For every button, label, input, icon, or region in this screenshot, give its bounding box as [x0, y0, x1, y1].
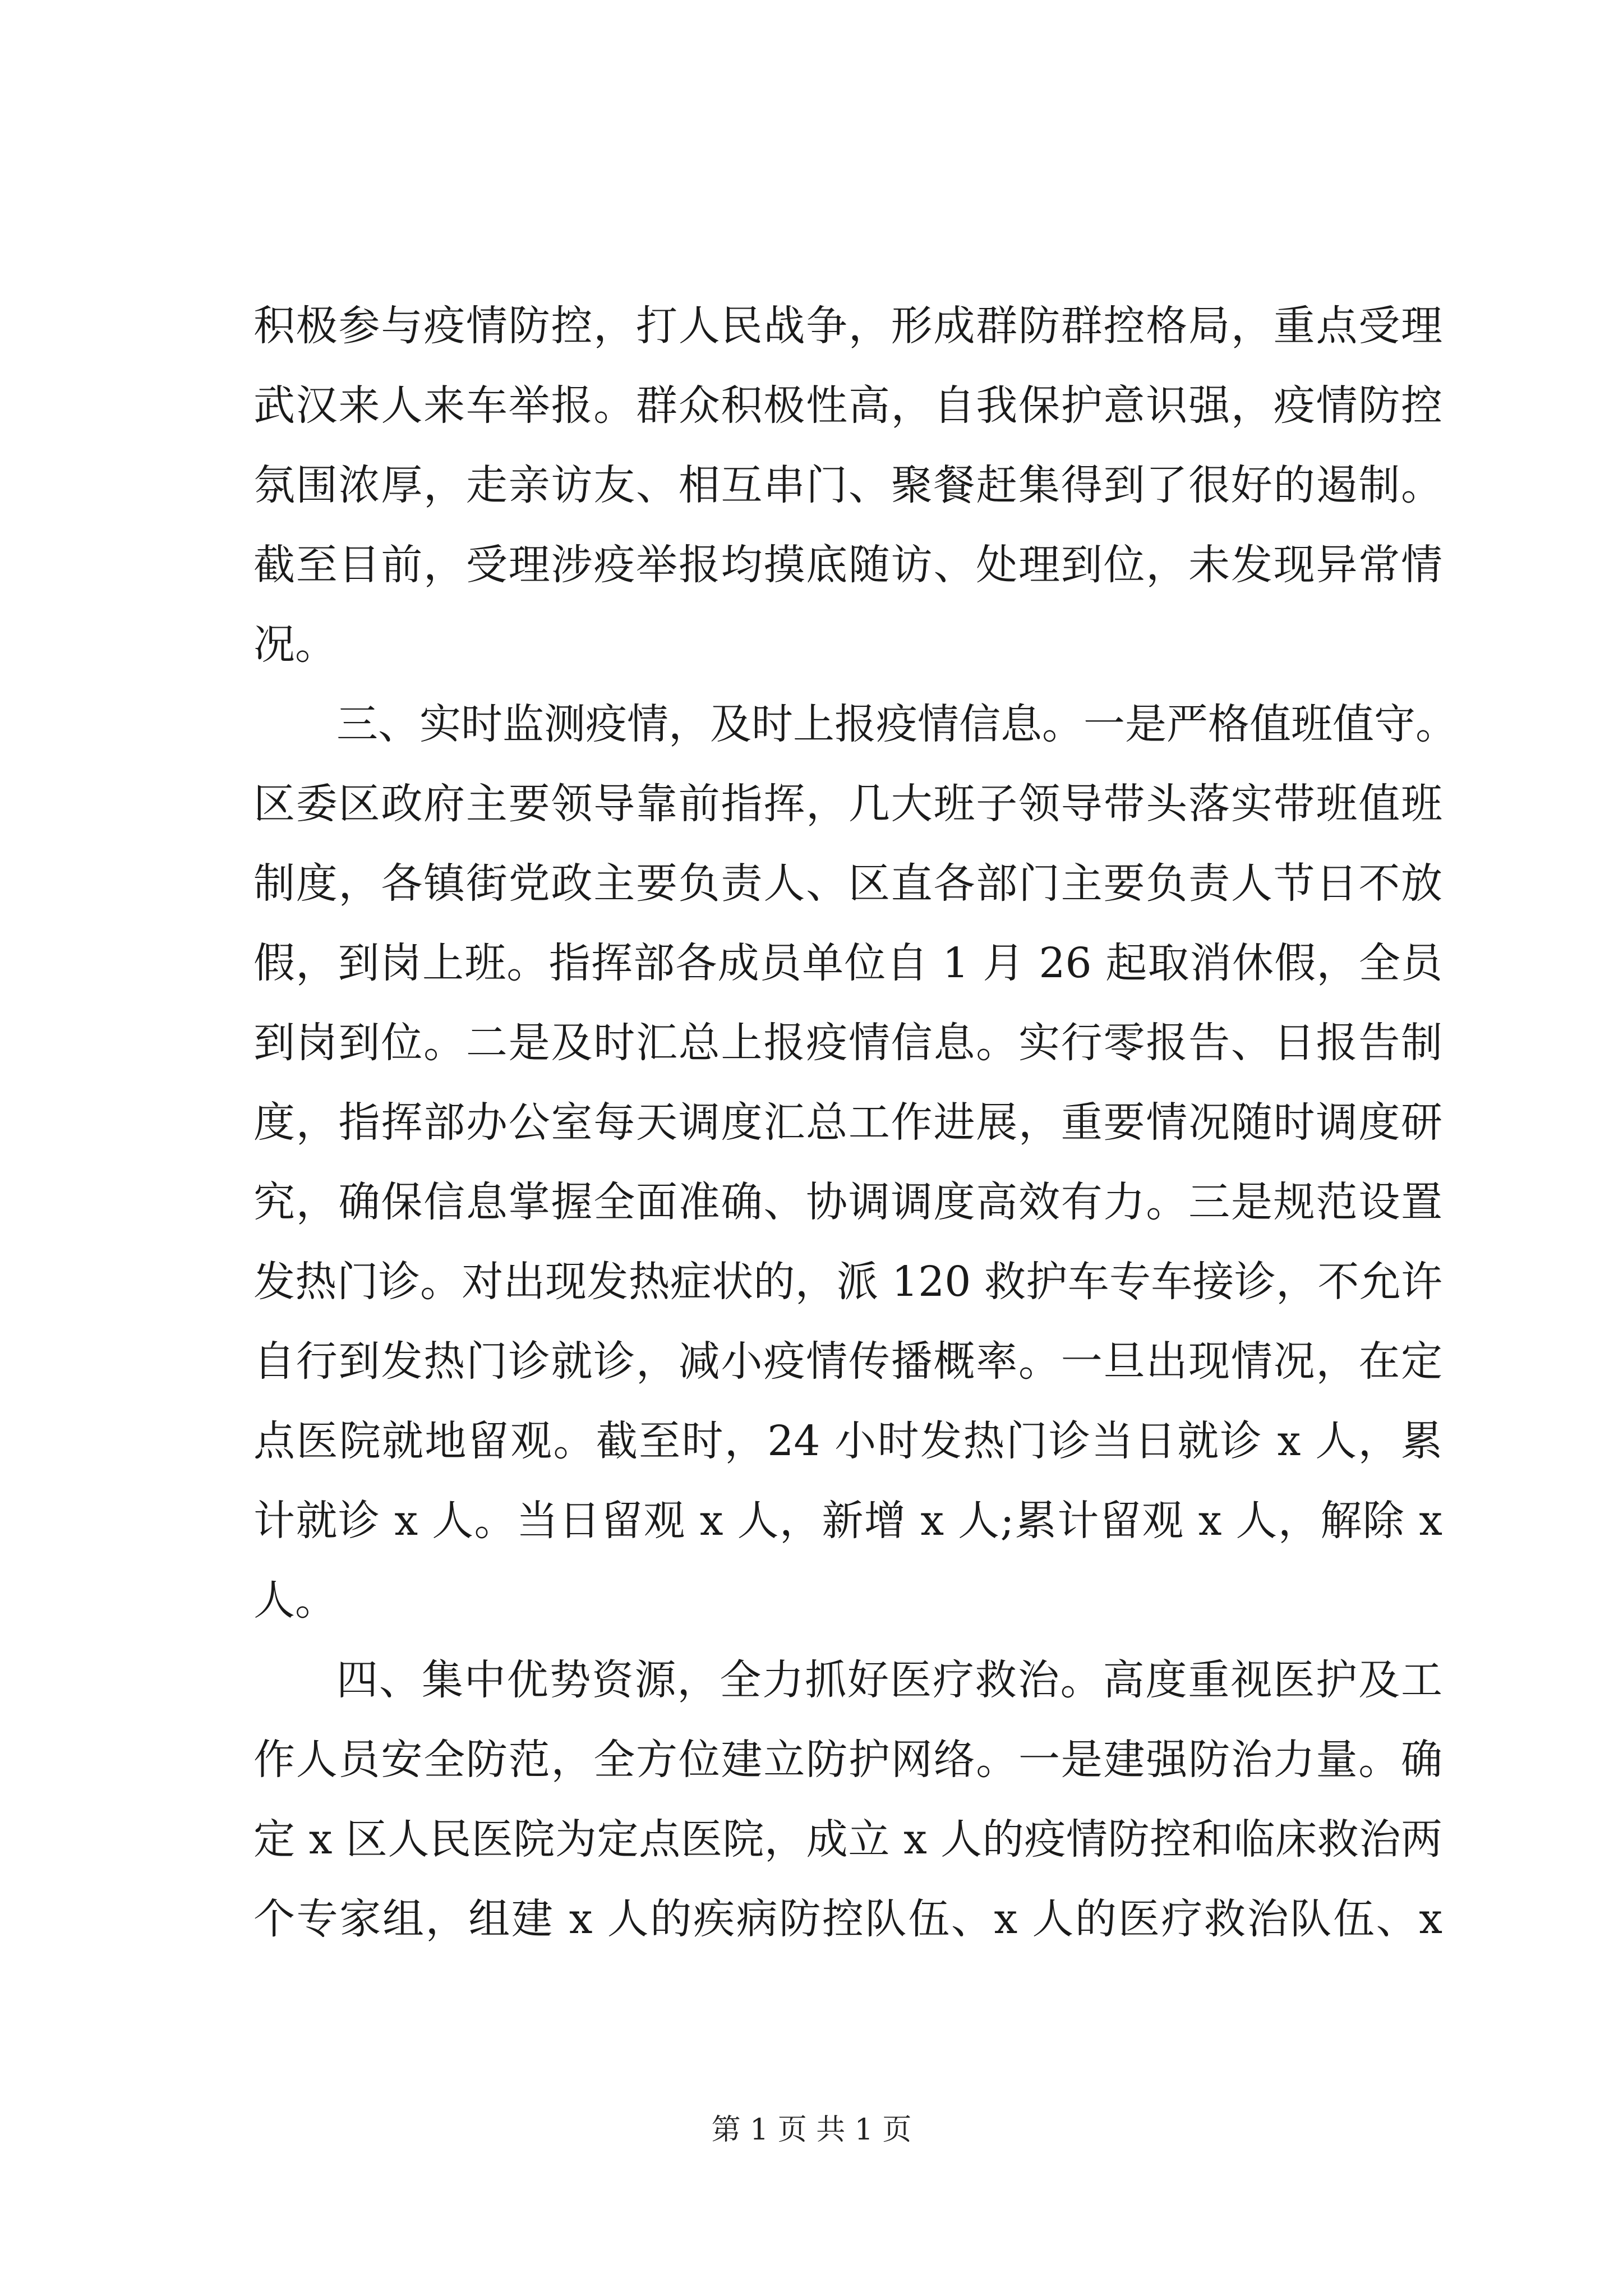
text-line: 计就诊 x 人。当日留观 x 人，新增 x 人;累计留观 x 人，解除 x [253, 1497, 1442, 1545]
text-line: 个专家组，组建 x 人的疾病防控队伍、x 人的医疗救治队伍、x [253, 1895, 1442, 1943]
text-line: 积极参与疫情防控，打人民战争，形成群防群控格局，重点受理 [253, 302, 1442, 350]
text-line: 自行到发热门诊就诊，减小疫情传播概率。一旦出现情况，在定 [253, 1337, 1442, 1386]
text-line: 武汉来人来车举报。群众积极性高，自我保护意识强，疫情防控 [253, 381, 1442, 430]
document-body [253, 286, 1457, 1959]
text-line: 四、集中优势资源，全力抓好医疗救治。高度重视医护及工 [336, 1656, 1442, 1704]
text-line: 定 x 区人民医院为定点医院，成立 x 人的疫情防控和临床救治两 [253, 1815, 1442, 1864]
text-line: 假，到岗上班。指挥部各成员单位自 1 月 26 起取消休假，全员 [253, 939, 1442, 987]
text-line: 氛围浓厚，走亲访友、相互串门、聚餐赶集得到了很好的遏制。 [253, 461, 1442, 509]
text-line: 三、实时监测疫情，及时上报疫情信息。一是严格值班值守。 [336, 700, 1457, 748]
text-line: 制度，各镇街党政主要负责人、区直各部门主要负责人节日不放 [253, 859, 1442, 908]
text-line: 发热门诊。对出现发热症状的，派 120 救护车专车接诊，不允许 [253, 1258, 1442, 1306]
text-line: 到岗到位。二是及时汇总上报疫情信息。实行零报告、日报告制 [253, 1019, 1442, 1067]
text-line: 度，指挥部办公室每天调度汇总工作进展，重要情况随时调度研 [253, 1098, 1442, 1147]
text-line: 区委区政府主要领导靠前指挥，几大班子领导带头落实带班值班 [253, 780, 1442, 828]
text-line: 作人员安全防范，全方位建立防护网络。一是建强防治力量。确 [253, 1736, 1442, 1784]
text-line: 况。 [253, 620, 336, 669]
page-footer: 第 1 页 共 1 页 [711, 2113, 912, 2147]
text-line: 点医院就地留观。截至时，24 小时发热门诊当日就诊 x 人，累 [253, 1417, 1442, 1465]
text-line: 人。 [253, 1576, 336, 1625]
text-line: 究，确保信息掌握全面准确、协调调度高效有力。三是规范设置 [253, 1178, 1442, 1226]
text-line: 截至目前，受理涉疫举报均摸底随访、处理到位，未发现异常情 [253, 541, 1442, 589]
